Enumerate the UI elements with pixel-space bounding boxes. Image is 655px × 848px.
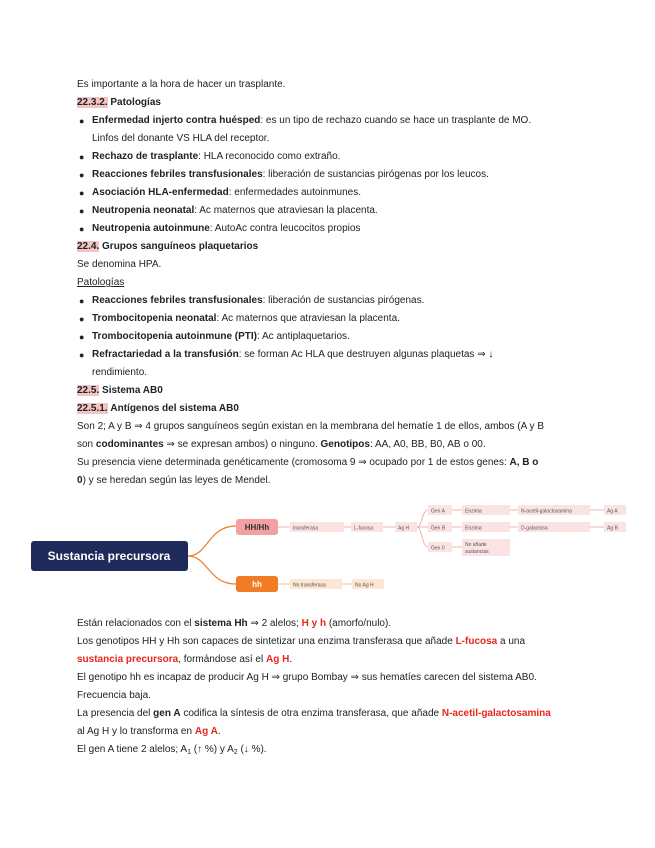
list-item: Enfermedad injerto contra huésped: es un tipo de rechazo cuando se hace un trasplante de MO. xyxy=(92,115,532,126)
list-item: Rechazo de trasplante: HLA reconocido como extraño. xyxy=(92,151,341,162)
bullet-dot: ● xyxy=(79,296,85,306)
no-transferasa-label: No transferasa xyxy=(293,582,326,589)
connector-line xyxy=(188,556,236,584)
abo-diagram xyxy=(28,498,628,598)
paragraph-line: La presencia del gen A codifica la síntesis de otra enzima transferasa, que añade N-acetil-galactosamina xyxy=(77,708,551,719)
ag-a-label: Ag A xyxy=(607,508,618,515)
connector-line xyxy=(188,526,236,556)
section-heading-22-4: 22.4. Grupos sanguíneos plaquetarios xyxy=(77,241,259,252)
list-item: Asociación HLA-enfermedad: enfermedades autoinmunes. xyxy=(92,187,362,198)
hh-recessive-label: hh xyxy=(252,580,262,589)
ag-h-label: Ag H xyxy=(398,525,410,532)
paragraph-line: 0) y se heredan según las leyes de Mendel. xyxy=(77,475,271,486)
bullet-dot: ● xyxy=(79,206,85,216)
section-heading-22-5: 22.5. Sistema AB0 xyxy=(77,385,163,396)
section-heading-22-3-2: 22.3.2. Patologías xyxy=(77,97,161,108)
paragraph-line: Están relacionados con el sistema Hh ⇒ 2 alelos; H y h (amorfo/nulo). xyxy=(77,618,392,629)
list-item: Trombocitopenia neonatal: Ac maternos que atraviesan la placenta. xyxy=(92,313,400,324)
paragraph-line: El gen A tiene 2 alelos; $A_1$ (↑ %) y $A_2$ (↓ %). xyxy=(77,744,267,756)
no-ag-h-label: No Ag H xyxy=(355,582,374,589)
bullet-dot: ● xyxy=(79,350,85,360)
hh-dominant-label: HH/Hh xyxy=(244,523,270,532)
paragraph-line: Su presencia viene determinada genéticamente (cromosoma 9 ⇒ ocupado por 1 de estos genes: A, B o xyxy=(77,457,539,468)
paragraph-line: al Ag H y lo transforma en Ag A. xyxy=(77,726,221,737)
ag-b-label: Ag B xyxy=(607,525,618,532)
paragraph-line: sustancia precursora, formándose así el Ag H. xyxy=(77,654,293,665)
list-item: Trombocitopenia autoinmune (PTI): Ac antiplaquetarios. xyxy=(92,331,350,342)
list-item: Reacciones febriles transfusionales: liberación de sustancias pirógenas. xyxy=(92,295,425,306)
bullet-dot: ● xyxy=(79,116,85,126)
intro-text: Es importante a la hora de hacer un trasplante. xyxy=(77,79,286,90)
no-anade-label-2: sustancias xyxy=(465,549,489,555)
l-fucosa-label: L-fucosa xyxy=(354,525,374,532)
list-item-continuation: Linfos del donante VS HLA del receptor. xyxy=(92,133,270,144)
root-node-label: Sustancia precursora xyxy=(47,549,171,563)
list-item-continuation: rendimiento. xyxy=(92,367,148,378)
gen-a-label: Gen A xyxy=(431,508,445,515)
gen-0-label: Gen 0 xyxy=(431,545,445,552)
bullet-dot: ● xyxy=(79,314,85,324)
paragraph-line: Los genotipos HH y Hh son capaces de sintetizar una enzima transferasa que añade L-fucosa a una xyxy=(77,636,526,647)
bullet-dot: ● xyxy=(79,188,85,198)
list-item: Refractariedad a la transfusión: se forman Ac HLA que destruyen algunas plaquetas ⇒ ↓ xyxy=(92,349,494,360)
paragraph-line: Son 2; A y B ⇒ 4 grupos sanguíneos según existan en la membrana del hematíe 1 de ellos, ambos (A y B xyxy=(77,421,544,432)
patologias-label: Patologías xyxy=(77,277,125,288)
section-heading-22-5-1: 22.5.1. Antígenos del sistema AB0 xyxy=(77,403,239,414)
bullet-dot: ● xyxy=(79,170,85,180)
d-galactosa-label: D-galactosa xyxy=(521,525,548,532)
enzima-a-label: Enzima xyxy=(465,508,482,515)
paragraph-line: son codominantes ⇒ se expresan ambos) o ninguno. Genotipos: AA, A0, BB, B0, AB o 00. xyxy=(77,439,486,450)
hpa-text: Se denomina HPA. xyxy=(77,259,162,270)
list-item: Reacciones febriles transfusionales: liberación de sustancias pirógenas por los leucos. xyxy=(92,169,489,180)
list-item: Neutropenia neonatal: Ac maternos que atraviesan la placenta. xyxy=(92,205,378,216)
enzima-b-label: Enzima xyxy=(465,525,482,532)
paragraph-line: Frecuencia baja. xyxy=(77,690,151,701)
bullet-dot: ● xyxy=(79,332,85,342)
bullet-dot: ● xyxy=(79,152,85,162)
transferasa-label: transferasa xyxy=(293,525,319,532)
list-item: Neutropenia autoinmune: AutoAc contra leucocitos propios xyxy=(92,223,361,234)
paragraph-line: El genotipo hh es incapaz de producir Ag H ⇒ grupo Bombay ⇒ sus hematíes carecen del sistema AB0. xyxy=(77,672,537,683)
no-anade-label-1: No añade xyxy=(465,542,487,548)
bullet-dot: ● xyxy=(79,224,85,234)
gen-b-label: Gen B xyxy=(431,525,446,532)
n-acetil-label: N-acetil-galactosamina xyxy=(521,508,572,515)
